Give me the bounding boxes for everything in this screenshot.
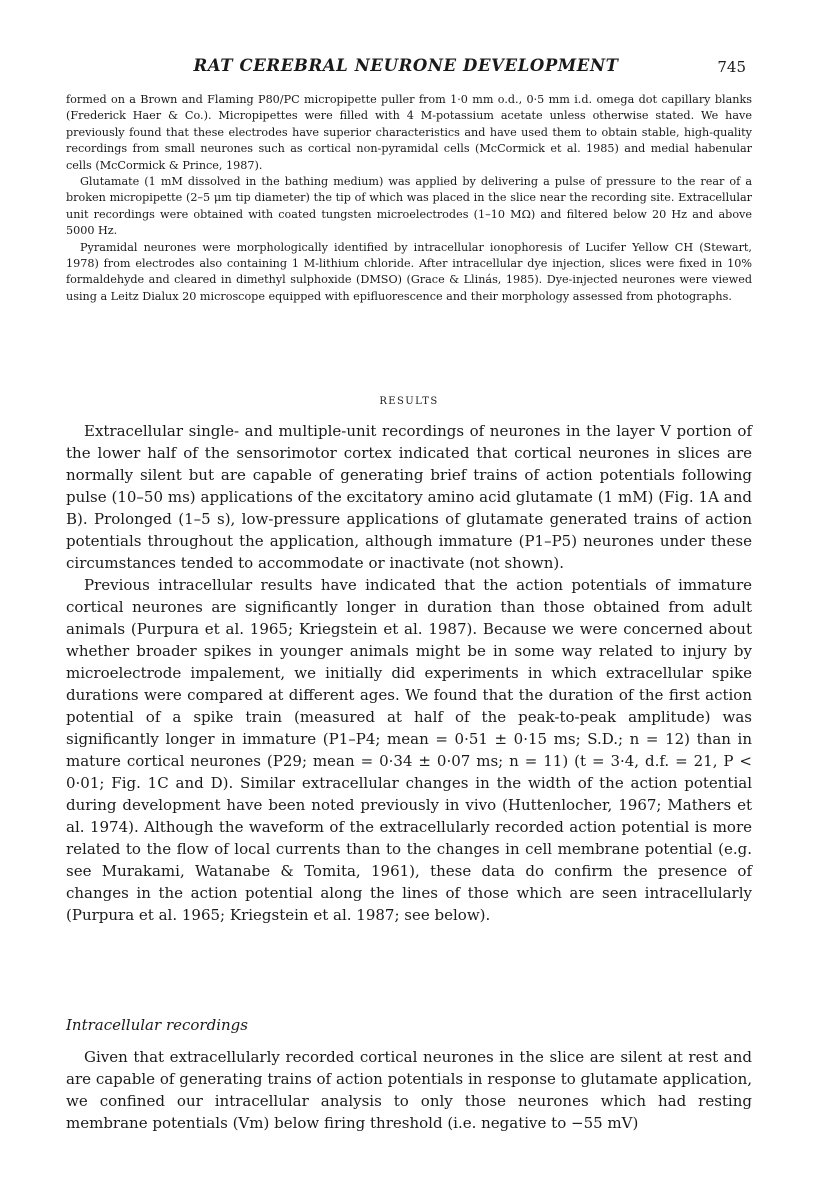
results-text-block: [66, 420, 752, 926]
intracellular-text-block: [66, 1046, 752, 1134]
page-header: [66, 56, 746, 80]
results-paragraph-3: Given that extracellularly recorded cortical neurones in the slice are silent at rest and are capable of generating trains of action potentials in response to glutamate application, we confined our intracellular analysis to only those neurones which had resting membrane potentials (Vm) below firing threshold (i.e. negative to −55 mV): [66, 1048, 752, 1132]
results-paragraph-2: Previous intracellular results have indicated that the action potentials of immature cortical neurones are significantly longer in duration than those obtained from adult animals (Purpura et al. 1965; Kriegstein et al. 1987). Because we were concerned about whether broader spikes in younger animals might be in some way related to injury by microelectrode impalement, we initially did experiments in which extracellular spike durations were compared at different ages. We found that the duration of the first action potential of a spike train (measured at half of the peak-to-peak amplitude) was significantly longer in immature (P1–P4; mean = 0·51 ± 0·15 ms; S.D.; n = 12) than in mature cortical neurones (P29; mean = 0·34 ± 0·07 ms; n = 11) (t = 3·4, d.f. = 21, P < 0·01; Fig. 1C and D). Similar extracellular changes in the width of the action potential during development have been noted previously in vivo (Huttenlocher, 1967; Mathers et al. 1974). Although the waveform of the extracellularly recorded action potential is more related to the flow of local currents than to the changes in cell membrane potential (e.g. see Murakami, Watanabe & Tomita, 1961), these data do confirm the presence of changes in the action potential along the lines of those which are seen intracellularly (Purpura et al. 1965; Kriegstein et al. 1987; see below).: [66, 576, 752, 924]
subheading-intracellular-recordings: Intracellular recordings: [66, 1016, 248, 1034]
methods-paragraph-1: formed on a Brown and Flaming P80/PC micropipette puller from 1·0 mm o.d., 0·5 mm i.d. omega dot capillary blanks (Frederick Haer & Co.). Micropipettes were filled with 4 M-potassium acetate unless otherwise stated. We have previously found that these electrodes have superior characteristics and have used them to obtain stable, high-quality recordings from small neurones such as cortical non-pyramidal cells (McCormick et al. 1985) and medial habenular cells (McCormick & Prince, 1987).: [66, 93, 752, 172]
methods-text-block: [66, 92, 752, 305]
methods-paragraph-3: Pyramidal neurones were morphologically identified by intracellular ionophoresis of Lucifer Yellow CH (Stewart, 1978) from electrodes also containing 1 M-lithium chloride. After intracellular dye injection, slices were fixed in 10% formaldehyde and cleared in dimethyl sulphoxide (DMSO) (Grace & Llinás, 1985). Dye-injected neurones were viewed using a Leitz Dialux 20 microscope equipped with epifluorescence and their morphology assessed from photographs.: [66, 240, 752, 303]
methods-paragraph-2: Glutamate (1 mM dissolved in the bathing medium) was applied by delivering a pulse of pressure to the rear of a broken micropipette (2–5 μm tip diameter) the tip of which was placed in the slice near the recording site. Extracellular unit recordings were obtained with coated tungsten microelectrodes (1–10 MΩ) and filtered below 20 Hz and above 5000 Hz.: [66, 175, 752, 238]
page-number: 745: [717, 58, 746, 76]
running-title: RAT CEREBRAL NEURONE DEVELOPMENT: [193, 56, 619, 75]
results-paragraph-1: Extracellular single- and multiple-unit recordings of neurones in the layer V portion of the lower half of the sensorimotor cortex indicated that cortical neurones in slices are normally silent but are capable of generating brief trains of action potentials following pulse (10–50 ms) applications of the excitatory amino acid glutamate (1 mM) (Fig. 1A and B). Prolonged (1–5 s), low-pressure applications of glutamate generated trains of action potentials throughout the application, although immature (P1–P5) neurones under these circumstances tended to accommodate or inactivate (not shown).: [66, 422, 752, 572]
section-heading-results: RESULTS: [379, 396, 439, 407]
